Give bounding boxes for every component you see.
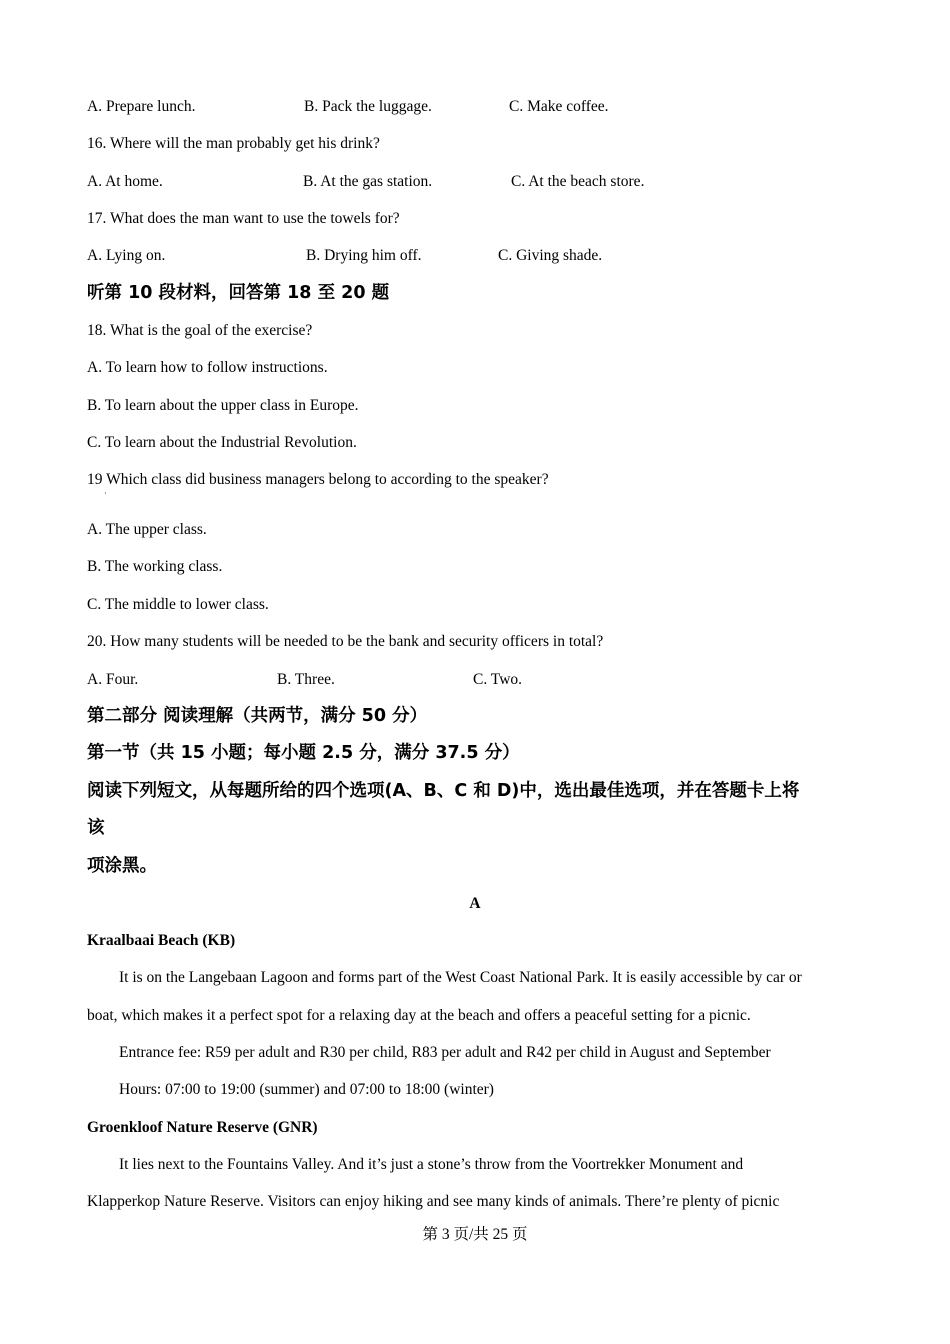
- q18-question: 18. What is the goal of the exercise?: [87, 322, 313, 339]
- q16-option-b: B. At the gas station.: [303, 173, 433, 190]
- q18-option-b: B. To learn about the upper class in Europe.: [87, 397, 359, 414]
- kb-paragraph-line2: boat, which makes it a perfect spot for a relaxing day at the beach and offers a peaceful setting for a picnic.: [87, 1007, 751, 1024]
- instructions-line3: 项涂黑。: [87, 856, 157, 876]
- page-number: 第 3 页/共 25 页: [422, 1226, 528, 1243]
- section1-heading: 第一节（共 15 小题；每小题 2.5 分，满分 37.5 分）: [87, 743, 520, 763]
- q18-option-a: A. To learn how to follow instructions.: [87, 359, 328, 376]
- gnr-paragraph-line1: It lies next to the Fountains Valley. And it’s just a stone’s throw from the Voortrekker Monument and: [119, 1156, 744, 1173]
- kb-title: Kraalbaai Beach (KB): [87, 932, 236, 949]
- gnr-title: Groenkloof Nature Reserve (GNR): [87, 1119, 318, 1136]
- q19-option-a: A. The upper class.: [87, 521, 207, 538]
- q20-option-c: C. Two.: [473, 671, 523, 688]
- passage-label: A: [469, 895, 481, 912]
- section10-heading: 听第 10 段材料，回答第 18 至 20 题: [87, 283, 390, 303]
- kb-paragraph-line1: It is on the Langebaan Lagoon and forms part of the West Coast National Park. It is easily accessible by car or: [119, 969, 802, 986]
- instructions-line2: 该: [87, 818, 105, 838]
- q20-option-a: A. Four.: [87, 671, 139, 688]
- part2-heading: 第二部分 阅读理解（共两节，满分 50 分）: [87, 706, 428, 726]
- q15-option-a: A. Prepare lunch.: [87, 98, 196, 115]
- q17-option-c: C. Giving shade.: [498, 247, 603, 264]
- q20-question: 20. How many students will be needed to be the bank and security officers in total?: [87, 633, 604, 650]
- q19-question: 19 Which class did business managers belong to according to the speaker?: [87, 471, 549, 488]
- instructions-line1: 阅读下列短文，从每题所给的四个选项(A、B、C 和 D)中，选出最佳选项，并在答题卡上将: [87, 781, 800, 801]
- q20-option-b: B. Three.: [277, 671, 335, 688]
- q18-option-c: C. To learn about the Industrial Revolution.: [87, 434, 357, 451]
- q17-option-a: A. Lying on.: [87, 247, 166, 264]
- kb-hours: Hours: 07:00 to 19:00 (summer) and 07:00 to 18:00 (winter): [119, 1081, 494, 1098]
- q19-option-b: B. The working class.: [87, 558, 223, 575]
- q16-option-a: A. At home.: [87, 173, 163, 190]
- q17-option-b: B. Drying him off.: [306, 247, 422, 264]
- stray-dot: ·: [104, 489, 107, 498]
- q16-question: 16. Where will the man probably get his drink?: [87, 135, 380, 152]
- q15-option-b: B. Pack the luggage.: [304, 98, 432, 115]
- q16-option-c: C. At the beach store.: [511, 173, 645, 190]
- gnr-paragraph-line2: Klapperkop Nature Reserve. Visitors can enjoy hiking and see many kinds of animals. There’re plenty of picnic: [87, 1193, 780, 1210]
- q15-option-c: C. Make coffee.: [509, 98, 609, 115]
- q17-question: 17. What does the man want to use the towels for?: [87, 210, 400, 227]
- q19-option-c: C. The middle to lower class.: [87, 596, 269, 613]
- kb-entrance-fee: Entrance fee: R59 per adult and R30 per child, R83 per adult and R42 per child in August and September: [119, 1044, 771, 1061]
